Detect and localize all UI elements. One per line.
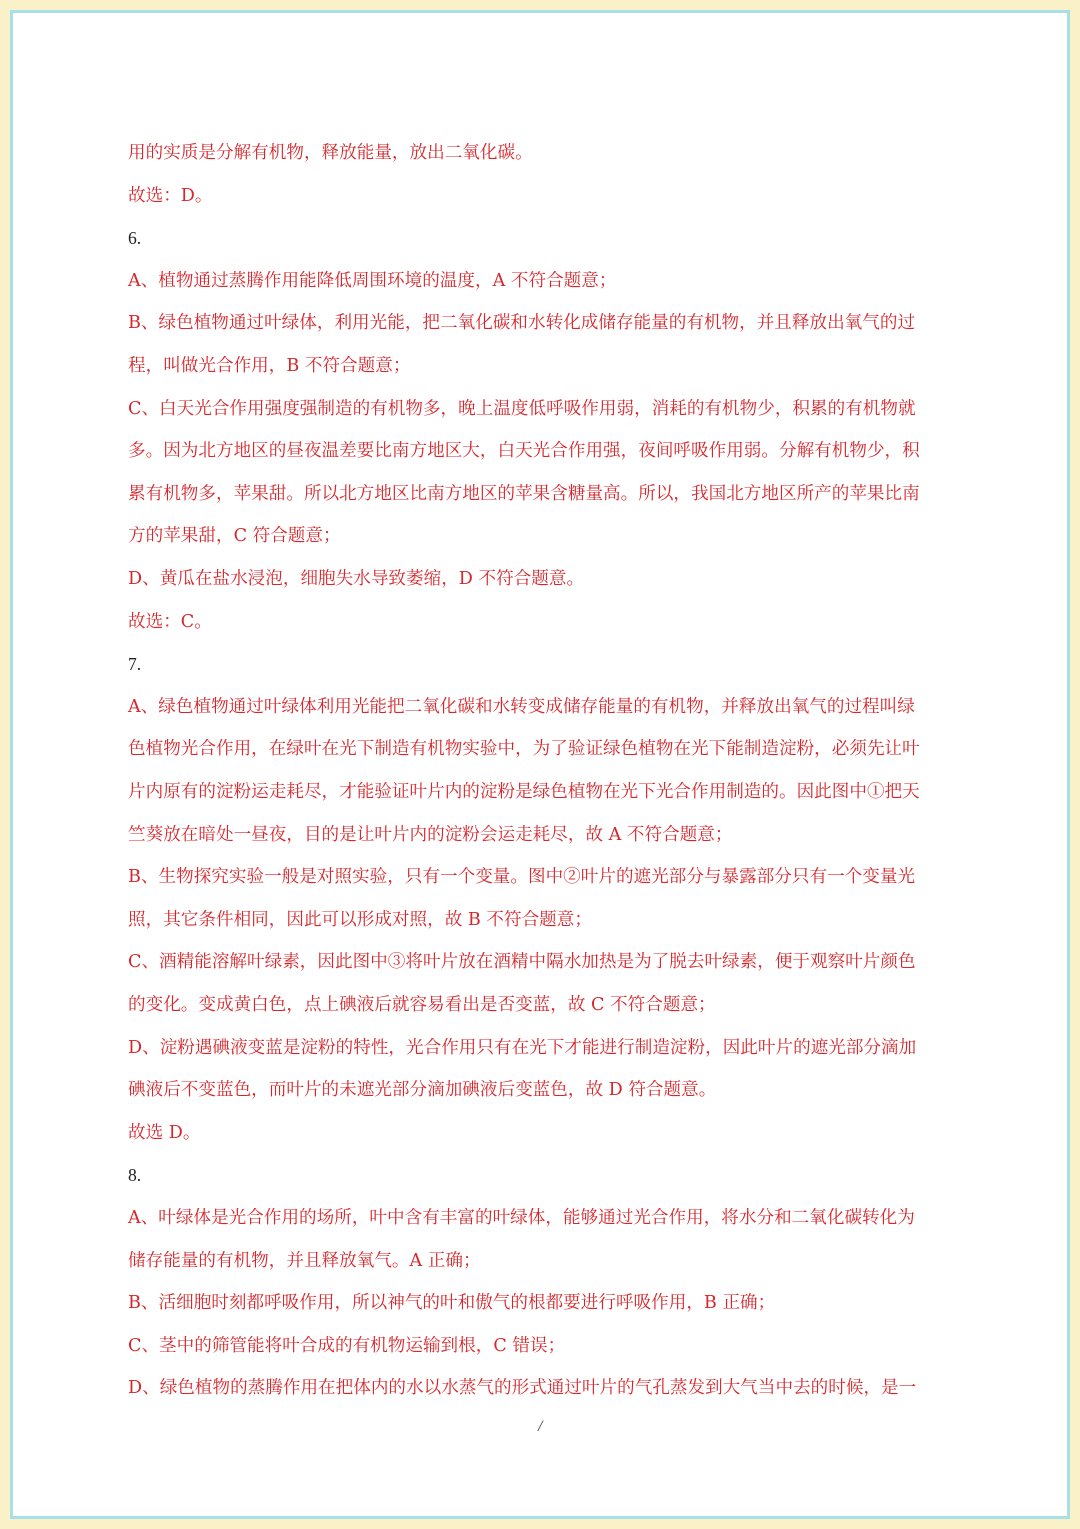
answer-line: 碘液后不变蓝色，而叶片的未遮光部分滴加碘液后变蓝色，故 D 符合题意。 xyxy=(128,1080,717,1101)
answer-line: 用的实质是分解有机物，释放能量，放出二氧化碳。 xyxy=(128,143,533,163)
page-number: / xyxy=(538,1418,543,1435)
answer-line: B、活细胞时刻都呼吸作用，所以神气的叶和傲气的根都要进行呼吸作用，B 正确； xyxy=(128,1293,776,1314)
answer-line: A、叶绿体是光合作用的场所，叶中含有丰富的叶绿体，能够通过光合作用，将水分和二氧化碳转化为 xyxy=(128,1208,915,1228)
answer-line: 片内原有的淀粉运走耗尽，才能验证叶片内的淀粉是绿色植物在光下光合作用制造的。因此图中①把天 xyxy=(128,782,920,802)
answer-line: A、植物通过蒸腾作用能降低周围环境的温度，A 不符合题意； xyxy=(128,270,617,291)
question-number: 6. xyxy=(128,228,142,249)
answer-line: D、绿色植物的蒸腾作用在把体内的水以水蒸气的形式通过叶片的气孔蒸发到大气当中去的时候，是一 xyxy=(128,1378,917,1399)
answer-line: 累有机物多，苹果甜。所以北方地区比南方地区的苹果含糖量高。所以，我国北方地区所产的苹果比南 xyxy=(128,483,920,504)
answer-line: 故选：C。 xyxy=(128,611,212,632)
answer-line: 的变化。变成黄白色，点上碘液后就容易看出是否变蓝，故 C 不符合题意； xyxy=(128,995,716,1015)
answer-line: 储存能量的有机物，并且释放氧气。A 正确； xyxy=(128,1250,481,1271)
answer-line: C、酒精能溶解叶绿素，因此图中③将叶片放在酒精中隔水加热是为了脱去叶绿素，便于观察叶片颜色 xyxy=(128,952,916,973)
answer-line: B、绿色植物通过叶绿体，利用光能，把二氧化碳和水转化成储存能量的有机物，并且释放出氧气的过 xyxy=(128,313,916,334)
answer-line: C、白天光合作用强度强制造的有机物多，晚上温度低呼吸作用弱，消耗的有机物少，积累的有机物就 xyxy=(128,398,916,419)
answer-line: D、淀粉遇碘液变蓝是淀粉的特性，光合作用只有在光下才能进行制造淀粉，因此叶片的遮光部分滴加 xyxy=(128,1037,917,1058)
answer-line: A、绿色植物通过叶绿体利用光能把二氧化碳和水转变成储存能量的有机物，并释放出氧气的过程叫绿 xyxy=(128,696,915,717)
answer-line: 竺葵放在暗处一昼夜，目的是让叶片内的淀粉会运走耗尽，故 A 不符合题意； xyxy=(128,824,733,845)
answer-line: 程，叫做光合作用，B 不符合题意； xyxy=(128,356,411,376)
question-number: 8. xyxy=(128,1165,142,1186)
answer-line: 故选：D。 xyxy=(128,185,213,206)
answer-line: B、生物探究实验一般是对照实验，只有一个变量。图中②叶片的遮光部分与暴露部分只有一个变量光 xyxy=(128,867,916,888)
answer-line: 多。因为北方地区的昼夜温差要比南方地区大，白天光合作用强，夜间呼吸作用弱。分解有机物少，积 xyxy=(128,441,920,462)
answer-line: C、茎中的筛管能将叶合成的有机物运输到根，C 错误； xyxy=(128,1335,566,1356)
answer-line: D、黄瓜在盐水浸泡，细胞失水导致萎缩，D 不符合题意。 xyxy=(128,569,585,589)
answer-line: 照，其它条件相同，因此可以形成对照，故 B 不符合题意； xyxy=(128,909,592,930)
answer-line: 故选 D。 xyxy=(128,1122,201,1143)
question-number: 7. xyxy=(128,654,142,675)
answer-line: 色植物光合作用，在绿叶在光下制造有机物实验中，为了验证绿色植物在光下能制造淀粉，必须先让叶 xyxy=(128,739,920,760)
answer-line: 方的苹果甜，C 符合题意； xyxy=(128,526,341,547)
